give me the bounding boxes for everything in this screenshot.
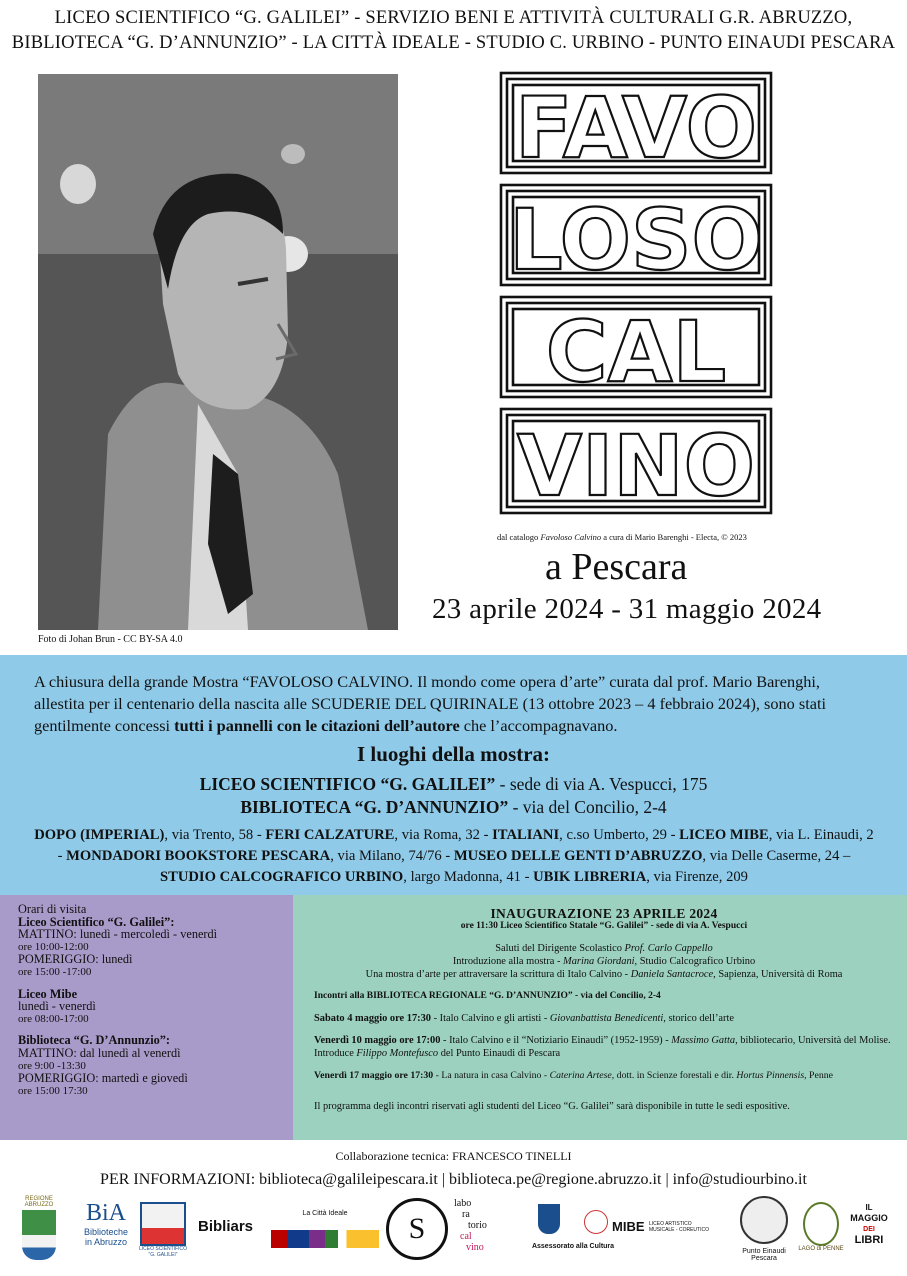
students-note: Il programma degli incontri riservati agli studenti del Liceo “G. Galilei” sarà disponibile in tutte le sedi espositive.	[314, 1101, 790, 1112]
places-title: I luoghi della mostra:	[356, 742, 551, 766]
event-city: a Pescara	[545, 546, 688, 588]
hours-title: Orari di visita	[18, 902, 87, 916]
maggio-dei-libri-logo: IL MAGGIO DEI LIBRI	[850, 1203, 888, 1246]
laboratorio-calvino-logo: labo ra torio cal vino	[454, 1198, 487, 1253]
punto-einaudi-logo: Punto Einaudi Pescara	[732, 1196, 796, 1264]
portrait-photo	[38, 74, 398, 630]
logos-row	[14, 1196, 894, 1266]
mibe-logo: MIBE LICEO ARTISTICO MUSICALE - COREUTICO	[612, 1219, 709, 1234]
intro-paragraph: A chiusura della grande Mostra “FAVOLOSO CALVINO. Il mondo come opera d’arte” curata dal prof. Mario Barenghi, allestita per il centenario della nascita alle SCUDERIE DEL QUIRINALE (13 ottobre 2023 – 4 febbraio 2024), sono stati gentilmente concessi tutti i pannelli con le citazioni dell’autore che l’accompagnavano.	[34, 672, 826, 735]
other-places: DOPO (IMPERIAL), via Trento, 58 - FERI CALZATURE, via Roma, 32 - ITALIANI, c.so Umberto, 29 - LICEO MIBE, via L. Einaudi, 2 - MONDADORI BOOKSTORE PESCARA, via Milano, 74/76 - MUSEO DELLE GENTI D’ABRUZZO, via Delle Caserme, 24 – STUDIO CALCOGRAFICO URBINO, largo Madonna, 41 - UBIK LIBRERIA, via Firenze, 209	[34, 827, 874, 885]
title-word-1: FAVO	[515, 79, 757, 177]
main-place-liceo: LICEO SCIENTIFICO “G. GALILEI” - sede di via A. Vespucci, 175	[199, 774, 708, 794]
citta-ideale-logo: La Città Ideale	[269, 1210, 381, 1254]
bia-logo: BiA Biblioteche in Abruzzo	[83, 1200, 129, 1247]
visiting-hours: Orari di visita Liceo Scientifico “G. Galilei”: MATTINO: lunedì - mercoledì - venerdì ore 10:00-12:00 POMERIGGIO: lunedì ore 15:00 -17:00 Liceo Mibe lunedì - venerdì ore 08:00-17:00 Biblioteca “G. D’Annunzio”: MATTINO: dal lunedì al venerdì ore 9:00 -13:30 POMERIGGIO: martedì e giovedì ore 15:00 17:30	[18, 903, 288, 1106]
header-line-2: BIBLIOTECA “G. D’ANNUNZIO” - LA CITTÀ IDEALE - STUDIO C. URBINO - PUNTO EINAUDI PESCARA	[11, 33, 896, 53]
photo-credit: Foto di Johan Brun - CC BY-SA 4.0	[38, 634, 183, 645]
inauguration-title: INAUGURAZIONE 23 APRILE 2024	[490, 906, 718, 921]
lago-penne-logo: LAGO di PENNE	[798, 1202, 844, 1260]
header	[0, 6, 907, 56]
contact-info: PER INFORMAZIONI: biblioteca@galileipescara.it | biblioteca.pe@regione.abruzzo.it | info@studiourbino.it	[100, 1171, 807, 1188]
title-word-3: CAL	[545, 303, 727, 401]
regione-abruzzo-logo: REGIONE ABRUZZO	[18, 1196, 60, 1264]
bibliars-logo: Bibliars	[198, 1218, 254, 1235]
studio-urbino-logo: S	[386, 1198, 448, 1260]
title-word-2: LOSO	[509, 191, 763, 289]
header-line-1: LICEO SCIENTIFICO “G. GALILEI” - SERVIZIO BENI E ATTIVITÀ CULTURALI G.R. ABRUZZO,	[54, 8, 853, 28]
catalog-title: Favoloso Calvino	[540, 532, 602, 542]
favoloso-calvino-title-art	[497, 69, 775, 519]
title-word-4: VINO	[517, 417, 755, 515]
assessorato-logo: Assessorato alla Cultura	[528, 1204, 618, 1264]
main-place-biblioteca: BIBLIOTECA “G. D’ANNUNZIO” - via del Concilio, 2-4	[240, 797, 667, 817]
technical-collaboration: Collaborazione tecnica: FRANCESCO TINELLI	[335, 1149, 572, 1163]
program: INAUGURAZIONE 23 APRILE 2024 ore 11:30 Liceo Scientifico Statale “G. Galilei” - sede di via A. Vespucci Saluti del Dirigente Scolastico Prof. Carlo Cappello Introduzione alla mostra - Marina Giordani, Studio Calcografico Urbino Una mostra d’arte per attraversare la scrittura di Italo Calvino - Daniela Santacroce, Sapienza, Università di Roma Incontri alla BIBLIOTECA REGIONALE “G. D’ANNUNZIO” - via del Concilio, 2-4 Sabato 4 maggio ore 17:30 - Italo Calvino e gli artisti - Giovanbattista Benedicenti, storico dell’arte Venerdì 10 maggio ore 17:00 - Italo Calvino e il “Notiziario Einaudi” (1952-1959) - Massimo Gatta, bibliotecario, Università del Molise. Introduce Filippo Montefusco del Punto Einaudi di Pescara Venerdì 17 maggio ore 17:30 - La natura in casa Calvino - Caterina Artese, dott. in Scienze forestali e dir. Hortus Pinnensis, Penne Il programma degli incontri riservati agli studenti del Liceo “G. Galilei” sarà disponibile in tutte le sedi espositive.	[314, 907, 894, 1113]
catalog-credit: dal catalogo Favoloso Calvino a cura di Mario Barenghi - Electa, © 2023	[497, 532, 747, 542]
event-dates: 23 aprile 2024 - 31 maggio 2024	[432, 593, 822, 625]
liceo-galilei-logo: LICEO SCIENTIFICO “G. GALILEI”	[136, 1202, 190, 1264]
